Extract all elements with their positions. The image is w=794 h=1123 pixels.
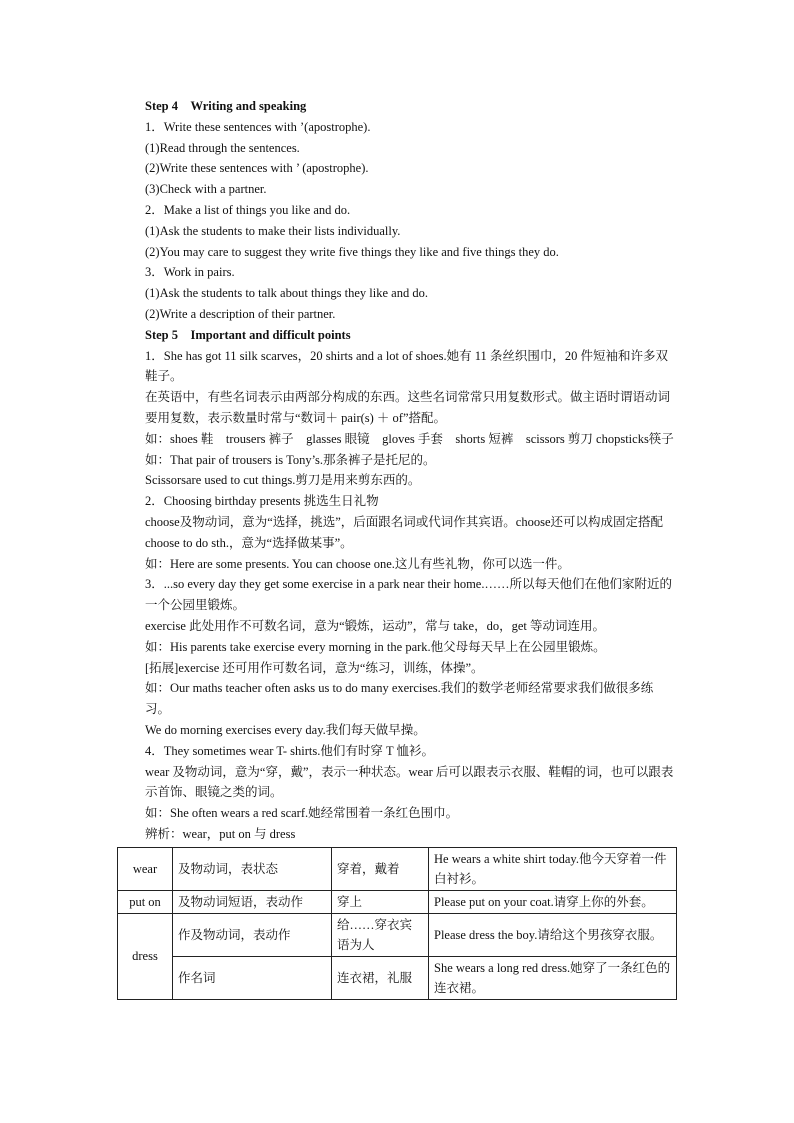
paragraph: (1)Ask the students to talk about things they like and do. [145,286,428,301]
table-cell: put on [118,890,173,913]
paragraph: 1．She has got 11 silk scarves，20 shirts and a lot of shoes.她有 11 条丝织围巾，20 件短袖和许多双鞋子。 [145,348,668,384]
paragraph: 2．Make a list of things you like and do. [145,202,351,217]
paragraph: wear 及物动词，意为“穿，戴”，表示一种状态。wear 后可以跟表示衣服、鞋帽的词，也可以跟表示首饰、眼镜之类的词。 [145,764,674,800]
paragraph: (3)Check with a partner. [145,182,267,197]
paragraph: 如：That pair of trousers is Tony’s.那条裤子是托尼的。 [145,452,436,467]
table-cell: She wears a long red dress.她穿了一条红色的连衣裙。 [429,956,677,999]
paragraph: 1．Write these sentences with ’(apostrophe). [145,119,371,134]
paragraph: (1)Read through the sentences. [145,140,300,155]
paragraph: 3．...so every day they get some exercise in a park near their home.……所以每天他们在他们家附近的一个公园里锻炼。 [145,577,672,613]
paragraph: 3．Work in pairs. [145,265,235,280]
table-cell: He wears a white shirt today.他今天穿着一件白衬衫。 [429,847,677,890]
paragraph: 如：She often wears a red scarf.她经常围着一条红色围巾。 [145,806,459,821]
paragraph: 如：His parents take exercise every morning in the park.他父母每天早上在公园里锻炼。 [145,639,606,654]
paragraph: (2)You may care to suggest they write five things they like and five things they do. [145,244,559,259]
paragraph: 如：Here are some presents. You can choose one.这儿有些礼物，你可以选一件。 [145,556,570,571]
paragraph: 如：shoes 鞋 trousers 裤子 glasses 眼镜 gloves 手套 shorts 短裤 scissors 剪刀 chopsticks筷子 [145,431,674,446]
table-cell: 连衣裙，礼服 [332,956,429,999]
table-cell: 作及物动词，表动作 [173,913,332,956]
table-cell: dress [118,913,173,999]
step5-heading: Step 5 Important and difficult points [145,327,351,342]
table-cell: 及物动词短语，表动作 [173,890,332,913]
comparison-caption: 辨析：wear，put on 与 dress [145,826,296,841]
paragraph: [拓展]exercise 还可用作可数名词，意为“练习，训练，体操”。 [145,660,484,675]
table-cell: wear [118,847,173,890]
table-row [118,847,677,890]
comparison-table [117,847,677,1000]
table-cell: Please dress the boy.请给这个男孩穿衣服。 [429,913,677,956]
paragraph: Scissorsare used to cut things.剪刀是用来剪东西的。 [145,473,421,488]
table-row [118,956,677,999]
document-body [117,96,677,1000]
table-cell: 作名词 [173,956,332,999]
paragraph: choose及物动词，意为“选择，挑选”，后面跟名词或代词作其宾语。choose还可以构成固定搭配 choose to do sth.，意为“选择做某事”。 [145,514,664,550]
paragraph: (2)Write a description of their partner. [145,306,336,321]
paragraph: 2．Choosing birthday presents 挑选生日礼物 [145,494,379,509]
paragraph: 在英语中，有些名词表示由两部分构成的东西。这些名词常常只用复数形式。做主语时谓语动词要用复数，表示数量时常与“数词＋ pair(s) ＋ of”搭配。 [145,390,671,425]
paragraph: 如：Our maths teacher often asks us to do many exercises.我们的数学老师经常要求我们做很多练习。 [145,681,654,717]
table-row [118,890,677,913]
paragraph: (1)Ask the students to make their lists individually. [145,223,401,238]
table-cell: 及物动词，表状态 [173,847,332,890]
step4-heading: Step 4 Writing and speaking [145,99,307,113]
table-cell: 给……穿衣宾语为人 [332,913,429,956]
paragraph: exercise 此处用作不可数名词，意为“锻炼，运动”，常与 take，do，get 等动词连用。 [145,618,606,633]
paragraph: 4．They sometimes wear T- shirts.他们有时穿 T 恤衫。 [145,743,434,758]
paragraph: (2)Write these sentences with ’ (apostrophe). [145,161,369,176]
table-cell: 穿上 [332,890,429,913]
table-cell: 穿着，戴着 [332,847,429,890]
paragraph: We do morning exercises every day.我们每天做早操。 [145,722,426,737]
table-cell: Please put on your coat.请穿上你的外套。 [429,890,677,913]
table-row [118,913,677,956]
